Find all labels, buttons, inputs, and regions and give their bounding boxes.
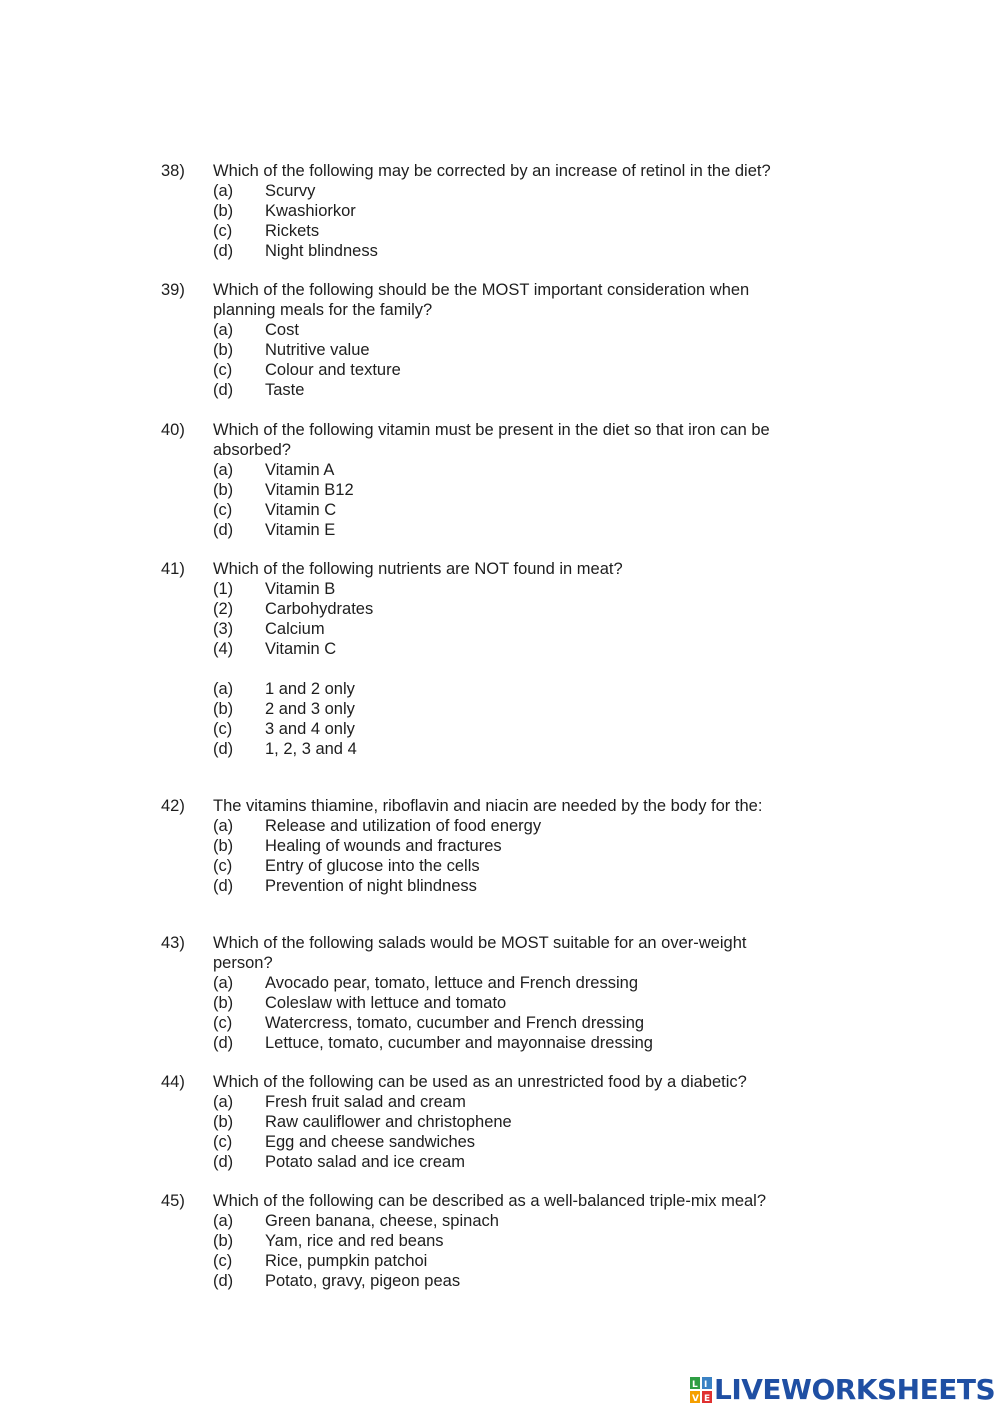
option-b[interactable] <box>0 480 1000 500</box>
option-label: (d) <box>213 1034 234 1052</box>
svg-text:L: L <box>692 1380 698 1390</box>
question-44 <box>0 1072 1000 1172</box>
option-text: Yam, rice and red beans <box>265 1232 444 1250</box>
option-c[interactable] <box>0 856 1000 876</box>
option-text: Watercress, tomato, cucumber and French dressing <box>265 1014 645 1032</box>
option-text: Avocado pear, tomato, lettuce and French dressing <box>265 974 639 992</box>
option-label: (b) <box>213 1113 234 1131</box>
statement-text: Carbohydrates <box>265 600 374 618</box>
option-label: (a) <box>213 1093 234 1111</box>
option-label: (c) <box>213 720 233 738</box>
option-text: 1 and 2 only <box>265 680 355 698</box>
option-text: Taste <box>265 381 305 399</box>
option-label: (a) <box>213 817 234 835</box>
option-label: (b) <box>213 994 234 1012</box>
statement-3 <box>0 619 1000 639</box>
question-41 <box>0 559 1000 759</box>
question-text: Which of the following may be corrected by an increase of retinol in the diet? <box>213 162 771 180</box>
option-text: Potato, gravy, pigeon peas <box>265 1272 461 1290</box>
question-number: 40) <box>161 421 185 439</box>
question-text: Which of the following salads would be MOST suitable for an over-weight <box>213 934 747 952</box>
option-label: (d) <box>213 242 234 260</box>
option-label: (d) <box>213 1272 234 1290</box>
option-d[interactable] <box>0 1152 1000 1172</box>
option-label: (a) <box>213 1212 234 1230</box>
option-text: Potato salad and ice cream <box>265 1153 465 1171</box>
question-number: 41) <box>161 560 185 578</box>
option-label: (a) <box>213 974 234 992</box>
question-text-continued: person? <box>213 954 273 972</box>
question-text-continued: planning meals for the family? <box>213 301 433 319</box>
option-text: Healing of wounds and fractures <box>265 837 502 855</box>
option-text: Vitamin E <box>265 521 336 539</box>
option-text: Colour and texture <box>265 361 401 379</box>
option-b[interactable] <box>0 340 1000 360</box>
svg-text:E: E <box>704 1394 711 1403</box>
option-text: Scurvy <box>265 182 316 200</box>
brand-text: LIVEWORKSHEETS <box>714 1373 996 1406</box>
option-text: Cost <box>265 321 299 339</box>
option-b[interactable] <box>0 993 1000 1013</box>
option-c[interactable] <box>0 221 1000 241</box>
option-text: Entry of glucose into the cells <box>265 857 480 875</box>
option-d[interactable] <box>0 520 1000 540</box>
question-43 <box>0 933 1000 1053</box>
option-label: (c) <box>213 1252 233 1270</box>
option-label: (b) <box>213 341 234 359</box>
option-label: (d) <box>213 877 234 895</box>
statement-1 <box>0 579 1000 599</box>
option-label: (c) <box>213 857 233 875</box>
option-text: Kwashiorkor <box>265 202 356 220</box>
option-text: Lettuce, tomato, cucumber and mayonnaise dressing <box>265 1034 653 1052</box>
option-text: Coleslaw with lettuce and tomato <box>265 994 507 1012</box>
option-text: Vitamin C <box>265 501 337 519</box>
option-a[interactable] <box>0 460 1000 480</box>
liveworksheets-logo-icon <box>690 1377 712 1403</box>
option-c[interactable] <box>0 500 1000 520</box>
option-text: Prevention of night blindness <box>265 877 477 895</box>
option-text: Vitamin A <box>265 461 335 479</box>
option-d[interactable] <box>0 876 1000 896</box>
option-text: Egg and cheese sandwiches <box>265 1133 476 1151</box>
option-text: Raw cauliflower and christophene <box>265 1113 512 1131</box>
option-label: (b) <box>213 481 234 499</box>
option-text: Rickets <box>265 222 320 240</box>
option-b[interactable] <box>0 201 1000 221</box>
question-text-continued: absorbed? <box>213 441 291 459</box>
option-text: Night blindness <box>265 242 378 260</box>
option-c[interactable] <box>0 1013 1000 1033</box>
option-a[interactable] <box>0 181 1000 201</box>
option-b[interactable] <box>0 836 1000 856</box>
question-text: Which of the following can be used as an unrestricted food by a diabetic? <box>213 1073 747 1091</box>
option-a[interactable] <box>0 679 1000 699</box>
option-label: (a) <box>213 182 234 200</box>
option-label: (d) <box>213 381 234 399</box>
statement-4 <box>0 639 1000 659</box>
statement-2 <box>0 599 1000 619</box>
option-label: (c) <box>213 1014 233 1032</box>
option-label: (b) <box>213 837 234 855</box>
option-d[interactable] <box>0 241 1000 261</box>
option-d[interactable] <box>0 380 1000 400</box>
question-number: 43) <box>161 934 185 952</box>
question-text: Which of the following can be described as a well-balanced triple-mix meal? <box>213 1192 767 1210</box>
question-number: 42) <box>161 797 185 815</box>
option-b[interactable] <box>0 699 1000 719</box>
option-label: (d) <box>213 1153 234 1171</box>
question-38 <box>0 161 1000 261</box>
option-text: 3 and 4 only <box>265 720 355 738</box>
option-label: (a) <box>213 461 234 479</box>
option-c[interactable] <box>0 1132 1000 1152</box>
question-40 <box>0 420 1000 540</box>
option-label: (d) <box>213 740 234 758</box>
option-text: 2 and 3 only <box>265 700 355 718</box>
option-d[interactable] <box>0 1033 1000 1053</box>
question-text: Which of the following nutrients are NOT found in meat? <box>213 560 623 578</box>
option-label: (a) <box>213 680 234 698</box>
statement-text: Calcium <box>265 620 325 638</box>
question-42 <box>0 796 1000 896</box>
statement-label: (1) <box>213 580 234 598</box>
statement-text: Vitamin B <box>265 580 336 598</box>
option-label: (b) <box>213 202 234 220</box>
option-label: (a) <box>213 321 234 339</box>
question-number: 45) <box>161 1192 185 1210</box>
option-b[interactable] <box>0 1231 1000 1251</box>
option-text: Nutritive value <box>265 341 370 359</box>
option-a[interactable] <box>0 1211 1000 1231</box>
option-a[interactable] <box>0 816 1000 836</box>
option-text: Green banana, cheese, spinach <box>265 1212 499 1230</box>
option-label: (c) <box>213 361 233 379</box>
statement-text: Vitamin C <box>265 640 337 658</box>
option-label: (c) <box>213 501 233 519</box>
statement-label: (4) <box>213 640 234 658</box>
statement-label: (3) <box>213 620 234 638</box>
option-a[interactable] <box>0 973 1000 993</box>
svg-text:V: V <box>692 1394 699 1403</box>
option-label: (c) <box>213 1133 233 1151</box>
option-c[interactable] <box>0 719 1000 739</box>
question-text: The vitamins thiamine, riboflavin and niacin are needed by the body for the: <box>213 797 763 815</box>
option-c[interactable] <box>0 1251 1000 1271</box>
option-text: Rice, pumpkin patchoi <box>265 1252 428 1270</box>
option-text: Release and utilization of food energy <box>265 817 542 835</box>
option-text: Fresh fruit salad and cream <box>265 1093 466 1111</box>
option-label: (c) <box>213 222 233 240</box>
question-45 <box>0 1191 1000 1291</box>
option-d[interactable] <box>0 739 1000 759</box>
option-text: 1, 2, 3 and 4 <box>265 740 357 758</box>
option-d[interactable] <box>0 1271 1000 1291</box>
option-label: (d) <box>213 521 234 539</box>
option-a[interactable] <box>0 320 1000 340</box>
question-number: 39) <box>161 281 185 299</box>
question-text: Which of the following should be the MOST important consideration when <box>213 281 750 299</box>
statement-label: (2) <box>213 600 234 618</box>
option-b[interactable] <box>0 1112 1000 1132</box>
question-39 <box>0 280 1000 400</box>
question-number: 44) <box>161 1073 185 1091</box>
liveworksheets-brand[interactable] <box>690 1374 995 1406</box>
option-a[interactable] <box>0 1092 1000 1112</box>
question-number: 38) <box>161 162 185 180</box>
option-text: Vitamin B12 <box>265 481 354 499</box>
svg-text:I: I <box>704 1380 708 1390</box>
question-text: Which of the following vitamin must be present in the diet so that iron can be <box>213 421 770 439</box>
option-label: (b) <box>213 1232 234 1250</box>
option-c[interactable] <box>0 360 1000 380</box>
option-label: (b) <box>213 700 234 718</box>
